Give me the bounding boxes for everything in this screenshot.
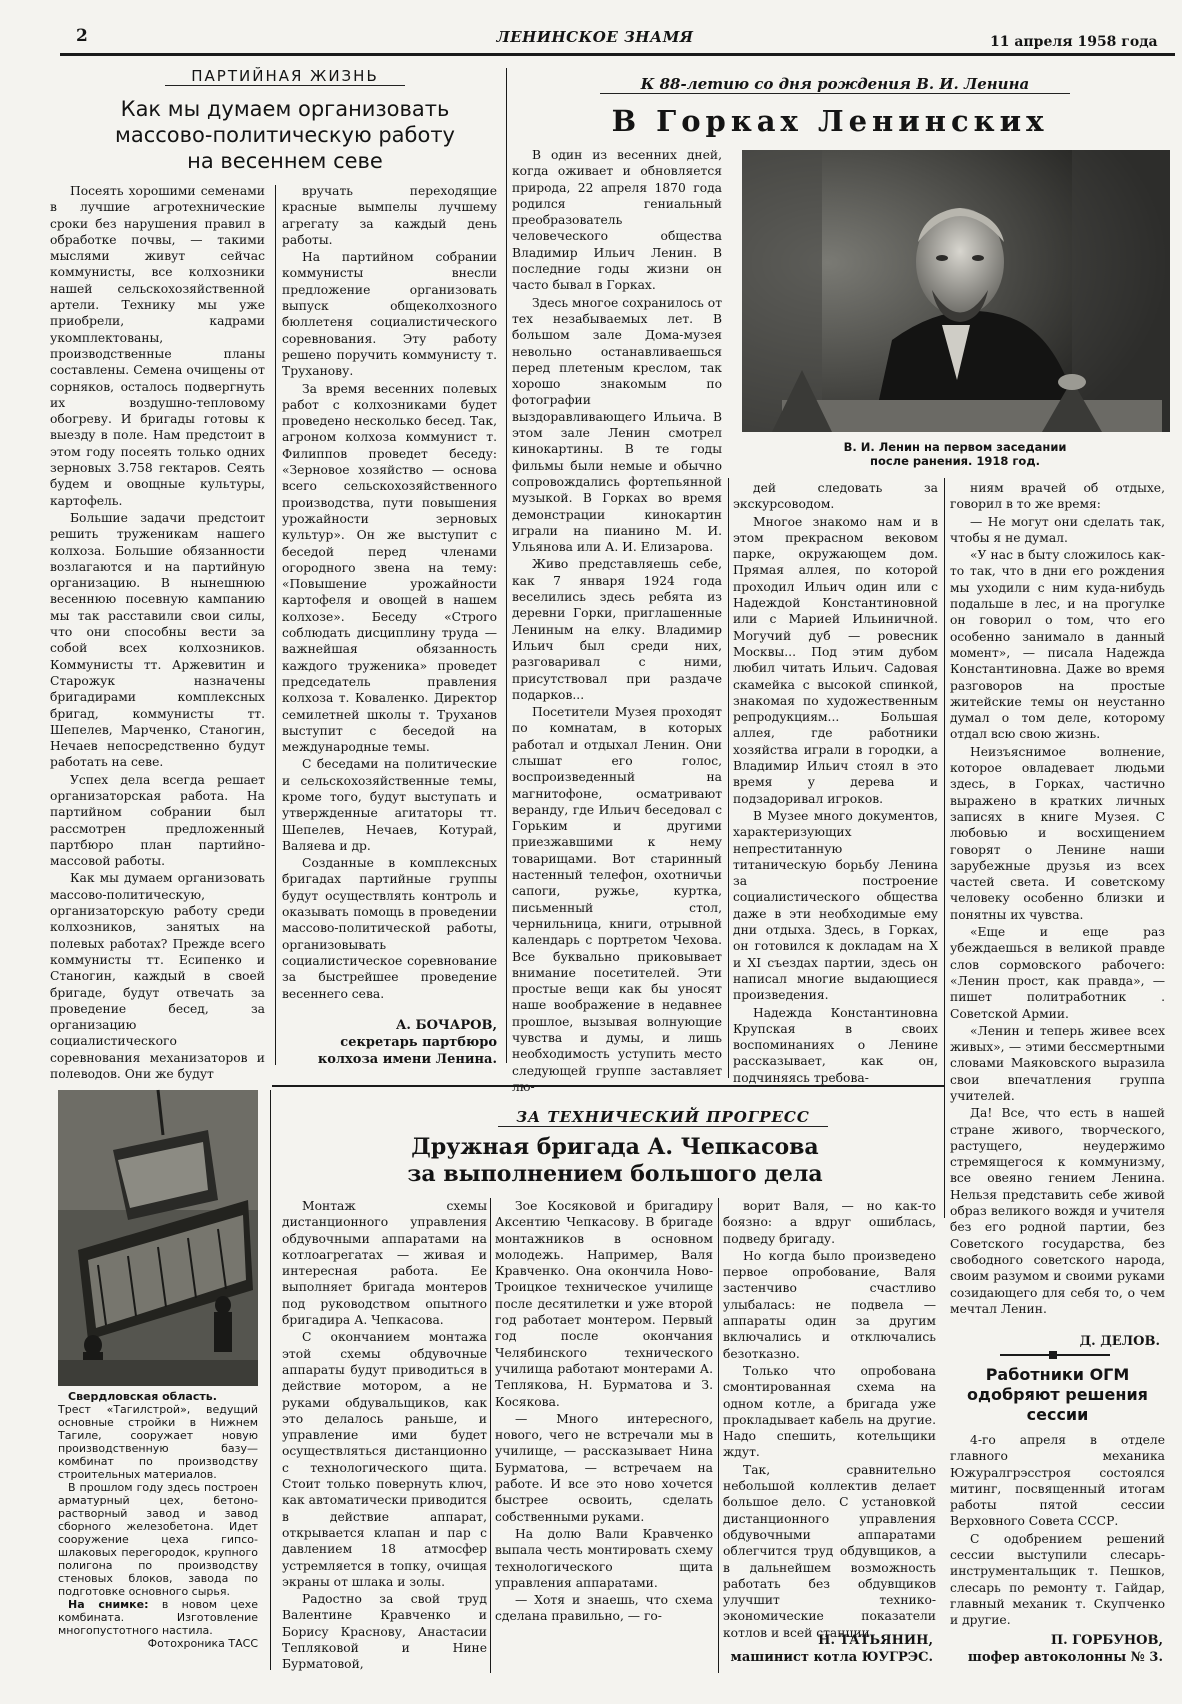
party-col-1: Посеять хорошими семенами в лучшие агротехнические сроки без нарушения правил в обработке почвы, — такими мыслями живут сейчас коммунисты, все колхозники нашей сельскохозяйственной артели. Технику мы уже приобрели, кадрами укомплектованы, производственные планы составлены. Семена очищены от сорняков, осталось подвергнуть их воздушно-тепловому обогреву. И бригады готовы к выезду в поле. Нам предстоит в этом году посеять только одних зерновых 3.758 гектаров. Сеять будем и овощные культуры, картофель. Большие задачи предстоит решить труженикам нашего колхоза. Большие обязанности возлагаются и на партийную организацию. В нынешнюю весеннюю посевную кампанию мы так расставили свои силы, что они способны вести за собой всех колхозников. Коммунисты тт. Аржевитин и Старожук назначены бригадирами комплексных бригад, коммунисты тт. Шепелев, Марченко, Станогин, Нечаев непосредственно будут работать на севе. Успех дела всегда решает организаторская работа. На партийном собрании был рассмотрен предложенный партбюро план партийно-массовой работы. Как мы думаем организовать массово-политическую, организаторскую работу среди колхозников, занятых на полевых работах? Прежде всего коммунисты тт. Есипенко и Станогин, каждый в своей бригаде, будут отвечать за проведение бесед, за организацию социалистического соревнования механизаторов и полеводов. Они же будут [50,184,265,1082]
column-divider-main [506,68,507,1063]
lenin-portrait-image [742,150,1170,432]
section-divider [272,1085,944,1087]
lenin-col-divider-2 [944,478,945,1218]
party-col-2: вручать переходящие красные вымпелы лучшему агрегату за каждый день работы. На партийном собрании коммунисты внесли предложение организовать выпуск общеколхозного бюллетеня социалистического соревнования. Эту работу решено поручить коммунисту т. Труханову. За время весенних полевых работ с колхозниками будет проведено несколько бесед. Так, агроном колхоза коммунист т. Филиппов проведет беседу: «Зерновое хозяйство — основа всего сельскохозяйственного производства, пути повышения урожайности зерновых культур». Он же выступит с беседой перед членами огородного звена на тему: «Повышение урожайности картофеля и овощей в нашем колхозе». Беседу «Строго соблюдать дисциплину труда — важнейшая обязанность каждого труженика» проведет председатель правления колхоза т. Коваленко. Директор семилетней школы т. Труханов выступит с беседой на международные темы. С беседами на политические и сельскохозяйственные темы, кроме того, будут выступать и утвержденные агитаторы тт. Шепелев, Нечаев, Котурай, Валяева и др. Созданные в комплексных бригадах партийные группы будут осуществлять контроль и оказывать помощь в проведении массово-политической работы, организовывать социалистическое соревнование за быстрейшее проведение весеннего сева. [282,184,497,1001]
tech-col-divider-1 [490,1198,491,1673]
lenin-col-1: В один из весенних дней, когда оживает и обновляется природа, 22 апреля 1870 года родился гениальный преобразователь человеческого общества Владимир Ильич Ленин. В последние годы жизни он часто бывал в Горках. Здесь многое сохранилось от тех незабываемых лет. В большом зале Дома-музея невольно останавливаешься перед плетеным креслом, так хорошо знакомым по фотографии выздоравливающего Ильича. В этом зале Ленин смотрел кинокартины. В те годы фильмы были немые и обычно сопровождались фортепьянной музыкой. В Горках во время демонстрации кинокартин играли на пианино М. И. Ульянова или А. И. Елизарова. Живо представляешь себе, как 7 января 1924 года веселились здесь ребята из деревни Горки, приглашенные Лениным на елку. Владимир Ильич был среди них, разговаривал с ними, присутствовал при раздаче подарков... Посетители Музея проходят по комнатам, в которых работал и отдыхал Ленин. Они слышат его голос, воспроизведенный на магнитофоне, осматривают веранду, где Ильич беседовал с Горьким и другими приезжавшими к нему товарищами. Вот старинный настенный телефон, охотничьи сапоги, ружье, куртка, письменный стол, чернильница, книги, отрывной календарь с портретом Чехова. Все буквально приковывает внимание посетителей. Эти простые вещи как бы уносят наше воображение в недавнее прошлое, вызывая волнующие чувства и думы, и лишь необходимость уступить место следующей группе заставляет лю- [512,148,722,1094]
construction-photo [58,1090,258,1386]
party-rubric: ПАРТИЙНАЯ ЖИЗНЬ [165,67,405,86]
tass-caption: Свердловская область. Трест «Тагилстрой», ведущий основные стройки в Нижнем Тагиле, сооружает новую производственную базу—комбинат по производству строительных материалов. В прошлом году здесь построен арматурный цех, бетоно-растворный завод и завод сборного железобетона. Идет сооружение цеха гипсо-шлаковых перегородок, крупного полигона по производству стеновых блоков, завода по подготовке основного сырья. На снимке: в новом цехе комбината. Изготовление многопустотного настила. Фотохроника ТАСС [58,1390,258,1650]
ogm-body: 4-го апреля в отделе главного механика Южуралгрэсстроя состоялся митинг, посвященный итогам работы пятой сессии Верховного Совета СССР. С одобрением решений сессии выступили слесарь-инструментальщик т. Пешков, слесарь по ремонту т. Гайдар, главный механик т. Скупченко и другие. [950,1433,1165,1628]
lenin-rubric: К 88-летию со дня рождения В. И. Ленина [600,75,1070,94]
lenin-col-divider-1 [728,478,729,1078]
newspaper-title: ЛЕНИНСКОЕ ЗНАМЯ [496,28,694,46]
ogm-headline: Работники ОГМ одобряют решения сессии [967,1365,1148,1424]
lenin-col-3: ниям врачей об отдыхе, говорил в то же время: — Не могут они сделать так, чтобы я не думал. «У нас в быту сложилось как-то так, что в дни его рождения мы уходили с ним куда-нибудь подальше в лес, и на прогулке он говорил о том, что его особенно занимало в данный момент», — писала Надежда Константиновна. Даже во время разговоров на простые житейские темы он неустанно думал о том деле, которому отдал всю свою жизнь. Неизъяснимое волнение, которое овладевает людьми здесь, в Горках, частично выражено в кратких личных записях в книге Музея. С любовью и восхищением говорят о Ленине наши зарубежные друзья из всех частей света. И советскому человеку особенно близки и понятны их чувства. «Еще и еще раз убеждаешься в великой правде слов сормовского рабочего: «Ленин прост, как правда», — пишет политработник . Советской Армии. «Ленин и теперь живее всех живых», — этими бессмертными словами Маяковского выразила свои впечатления группа учителей. Да! Все, что есть в нашей стране живого, творческого, растущего, неудержимо стремящегося к коммунизму, все овеяно гением Ленина. Нельзя представить себе живой образ великого вождя и учителя без его родной партии, без Советского государства, без свободного советского народа, своим разумом и своими руками созидающего для себя то, о чем мечтал Ленин. [950,481,1165,1316]
party-col-divider [275,185,276,1065]
tass-credit: Фотохроника ТАСС [147,1637,258,1650]
issue-date: 11 апреля 1958 года [990,34,1158,50]
masthead [0,0,1182,60]
tech-headline: Дружная бригада А. Чепкасова за выполнением большого дела [407,1134,823,1187]
lenin-photo-caption: В. И. Ленин на первом заседании после ранения. 1918 год. [843,440,1067,468]
ogm-author: П. ГОРБУНОВ, шофер автоколонны № 3. [967,1633,1163,1665]
tech-rubric: ЗА ТЕХНИЧЕСКИЙ ПРОГРЕСС [498,1108,828,1127]
tech-col-3: ворит Валя, — но как-то боязно: а вдруг ошиблась, подведу бригаду. Но когда было произведено первое опробование, Валя застенчиво счастливо улыбалась: не подвела — аппараты один за другим включались и отключались безотказно. Только что опробована смонтированная схема на одном котле, а бригада уже прокладывает кабель на другие. Надо спешить, котельщики ждут. Так, сравнительно небольшой коллектив делает большое дело. С установкой дистанционного управления обдувочными аппаратами облегчится труд обдувщиков, а в дальнейшем возможность работать без обдувщиков улучшит технико-экономические показатели котлов и всей станции. [723,1199,936,1640]
tech-author: Н. ТАТЬЯНИН, машинист котла ЮУГРЭС. [730,1633,933,1665]
ogm-ornament [980,1353,1130,1357]
party-headline: Как мы думаем организовать массово-политическую работу на весеннем севе [115,97,455,173]
party-author: А. БОЧАРОВ, секретарь партбюро колхоза имени Ленина. [317,1018,497,1067]
masthead-rule [60,53,1175,56]
lenin-headline: В Горках Ленинских [611,104,1049,138]
tass-divider [270,1090,271,1670]
tech-col-1: Монтаж схемы дистанционного управления обдувочными аппаратами на котлоагрегатах — живая и интересная работа. Ее выполняет бригада монтеров под руководством опытного бригадира А. Чепкасова. С окончанием монтажа этой схемы обдувочные аппараты будут приводиться в действие мотором, а не руками обдувальщиков, как это делалось раньше, и управление ими будет осуществляться дистанционно с технологического щита. Стоит только повернуть ключ, как автоматически приводится в действие аппарат, открывается клапан и пар с давлением 18 атмосфер устремляется в топку, очищая экраны от шлака и золы. Радостно за свой труд Валентине Кравченко и Борису Краснову, Анастасии Тепляковой и Нине Бурматовой, [282,1199,487,1672]
lenin-col-2: дей следовать за экскурсоводом. Многое знакомо нам и в этом прекрасном вековом парке, окружающем дом. Прямая аллея, по которой проходил Ильич один или с Надеждой Константиновной или с Марией Ильиничной. Могучий дуб — ровесник Москвы... Под этим дубом любил читать Ильич. Садовая скамейка с высокой спинкой, знакомая по художественным репродукциям... Большая аллея, где работники хозяйства играли в городки, а Владимир Ильич стоял в это время у дерева и подзадоривал игроков. В Музее много документов, характеризующих непреститанную титаническую борьбу Ленина за построение социалистического общества даже в эти необходимые ему дни отдыха. Здесь, в Горках, он готовился к докладам на X и XI съездах партии, здесь он написал многие выдающиеся произведения. Надежда Константиновна Крупская в своих воспоминаниях о Ленине рассказывает, как он, подчиняясь требова- [733,481,938,1085]
page-number: 2 [76,26,88,46]
lenin-portrait-photo [742,150,1170,432]
lenin-author: Д. ДЕЛОВ. [1079,1334,1160,1349]
tech-col-2: Зое Косяковой и бригадиру Аксентию Чепкасову. В бригаде монтажников в основном молодежь. Например, Валя Кравченко. Она окончила Ново-Троицкое техническое училище после десятилетки и уже второй год работает монтером. Первый год после окончания Челябинского технического училища работают монтерами А. Теплякова, Н. Бурматова и З. Косякова. — Много интересного, нового, чего не встречали мы в училище, — рассказывает Нина Бурматова, — встречаем на работе. И все это ново хочется быстрее освоить, сделать собственными руками. На долю Вали Кравченко выпала честь монтировать схему технологического щита управления аппаратами. — Хотя и знаешь, что схема сделана правильно, — го- [495,1199,713,1624]
construction-image [58,1090,258,1386]
tech-col-divider-2 [718,1198,719,1673]
